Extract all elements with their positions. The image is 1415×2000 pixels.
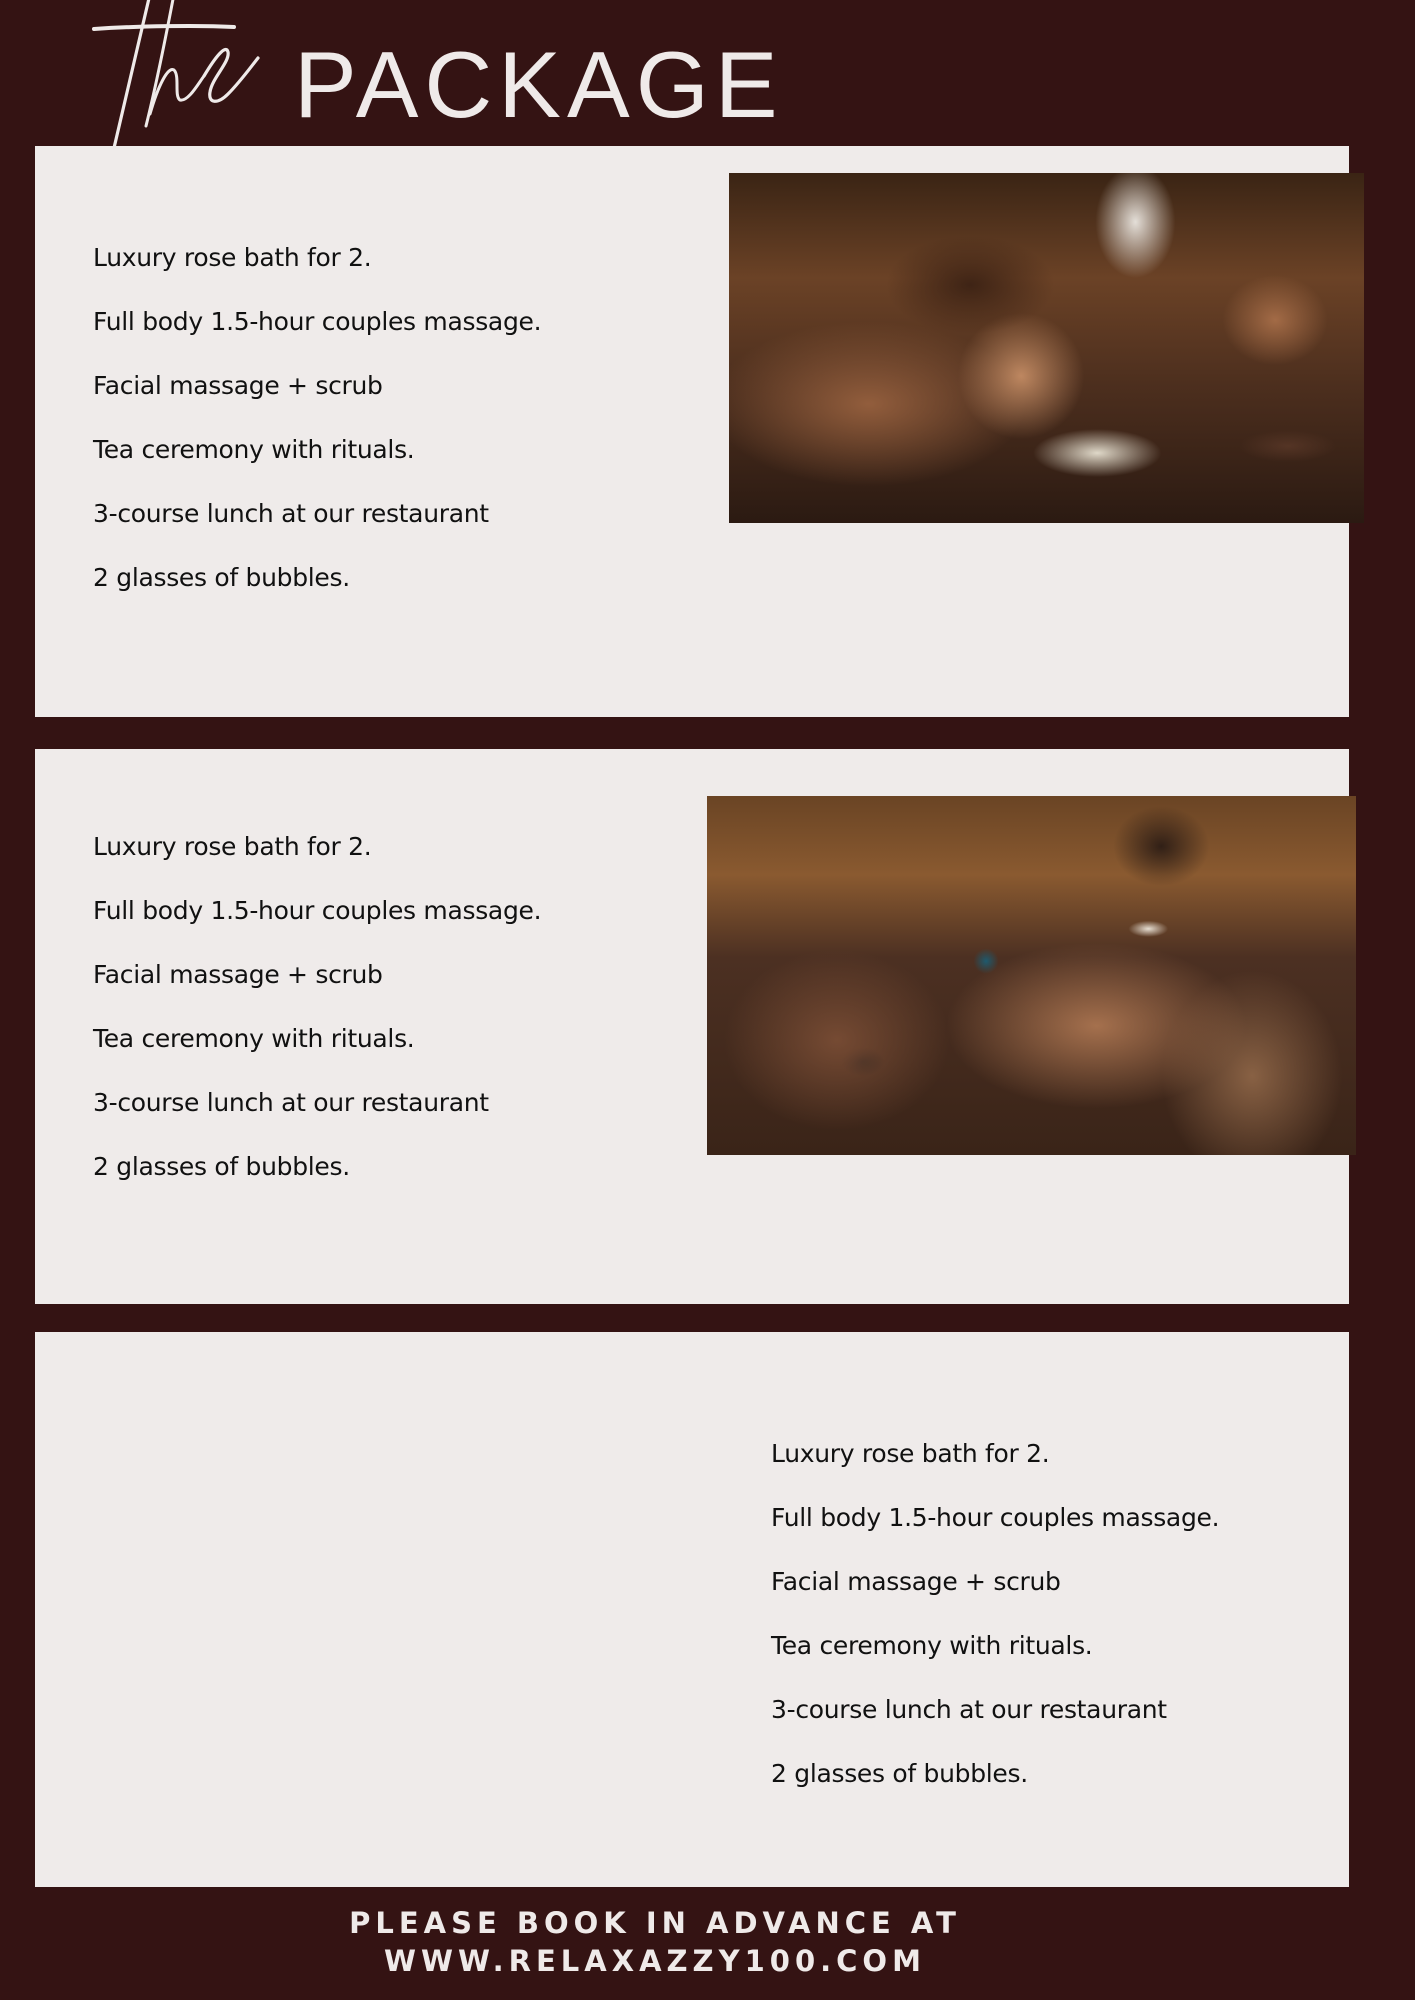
package-item: Facial massage + scrub <box>93 371 383 400</box>
script-the-lettering <box>88 0 278 152</box>
package-item: Full body 1.5-hour couples massage. <box>93 896 542 925</box>
package-item: Facial massage + scrub <box>771 1567 1061 1596</box>
photo-icon <box>729 501 1364 515</box>
package-item: Luxury rose bath for 2. <box>93 832 372 861</box>
photo-icon <box>707 1133 1356 1147</box>
package-item: Luxury rose bath for 2. <box>93 243 372 272</box>
package-card-3 <box>35 1332 1349 1887</box>
package-item: 3-course lunch at our restaurant <box>93 499 489 528</box>
facial-stone-therapy-photo <box>707 796 1356 1155</box>
booking-note: PLEASE BOOK IN ADVANCE AT <box>349 1906 961 1940</box>
website-link[interactable]: WWW.RELAXAZZY100.COM <box>384 1944 926 1978</box>
package-items-list <box>93 226 541 610</box>
title-package: PACKAGE <box>294 32 784 137</box>
booking-footer <box>0 1904 1310 1980</box>
package-item: 3-course lunch at our restaurant <box>93 1088 489 1117</box>
page-title <box>0 0 900 150</box>
package-item: 2 glasses of bubbles. <box>771 1759 1028 1788</box>
package-items-list <box>771 1422 1219 1806</box>
package-item: Tea ceremony with rituals. <box>771 1631 1093 1660</box>
package-item: Luxury rose bath for 2. <box>771 1439 1050 1468</box>
package-item: 2 glasses of bubbles. <box>93 563 350 592</box>
package-item: Facial massage + scrub <box>93 960 383 989</box>
package-item: Tea ceremony with rituals. <box>93 1024 415 1053</box>
couples-massage-photo <box>729 173 1364 523</box>
package-item: 3-course lunch at our restaurant <box>771 1695 1167 1724</box>
package-items-list <box>93 815 541 1199</box>
package-item: Full body 1.5-hour couples massage. <box>93 307 542 336</box>
package-item: Tea ceremony with rituals. <box>93 435 415 464</box>
package-item: 2 glasses of bubbles. <box>93 1152 350 1181</box>
package-item: Full body 1.5-hour couples massage. <box>771 1503 1220 1532</box>
